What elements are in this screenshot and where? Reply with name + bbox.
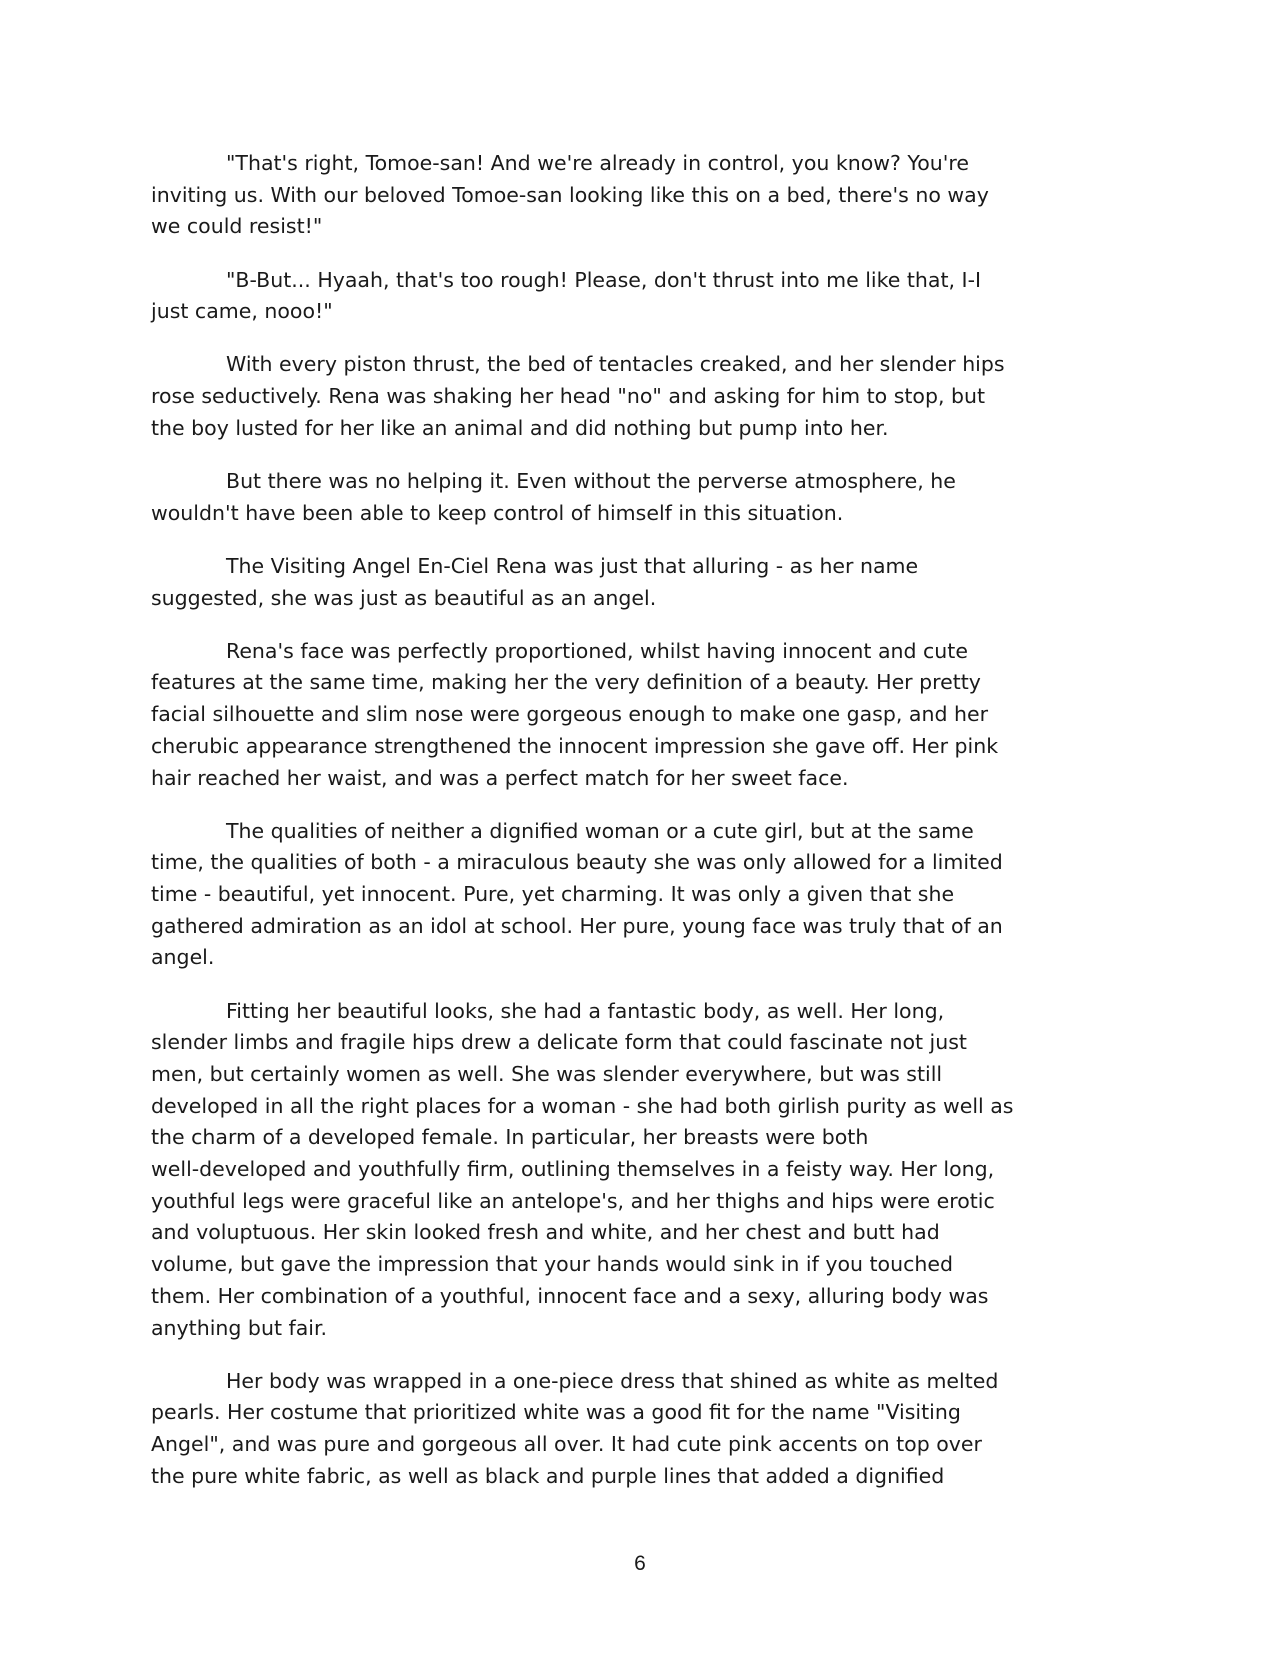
text-line: With every piston thrust, the bed of tentacles creaked, and her slender hips xyxy=(226,352,1005,377)
page-number: 6 xyxy=(634,1552,646,1575)
text-line: wouldn't have been able to keep control of himself in this situation. xyxy=(151,500,844,525)
text-line: Rena's face was perfectly proportioned, whilst having innocent and cute xyxy=(226,638,968,663)
text-line: volume, but gave the impression that your hands would sink in if you touched xyxy=(151,1252,953,1277)
text-line: suggested, she was just as beautiful as an angel. xyxy=(151,585,657,610)
text-line: "That's right, Tomoe-san! And we're already in control, you know? You're xyxy=(226,151,969,175)
paragraph xyxy=(151,466,1141,529)
text-line: Angel", and was pure and gorgeous all over. It had cute pink accents on top over xyxy=(151,1432,982,1457)
text-line: rose seductively. Rena was shaking her head "no" and asking for him to stop, but xyxy=(151,384,986,409)
text-line: anything but fair. xyxy=(151,1315,328,1340)
paragraph xyxy=(151,349,1141,444)
text-line: them. Her combination of a youthful, innocent face and a sexy, alluring body was xyxy=(151,1283,989,1308)
text-line: features at the same time, making her the very definition of a beauty. Her pretty xyxy=(151,670,981,695)
text-line: "B-But... Hyaah, that's too rough! Please, don't thrust into me like that, I-I xyxy=(226,267,982,292)
text-line: well-developed and youthfully firm, outlining themselves in a feisty way. Her long, xyxy=(151,1157,995,1182)
text-line: time - beautiful, yet innocent. Pure, yet charming. It was only a given that she xyxy=(151,882,955,907)
text-line: time, the qualities of both - a miraculous beauty she was only allowed for a limited xyxy=(151,850,1003,875)
paragraph xyxy=(151,636,1141,794)
text-line: facial silhouette and slim nose were gorgeous enough to make one gasp, and her xyxy=(151,702,989,727)
text-line: developed in all the right places for a woman - she had both girlish purity as well as xyxy=(151,1093,1014,1118)
paragraph xyxy=(151,1366,1141,1493)
document-body xyxy=(151,148,1141,1514)
text-line: we could resist!" xyxy=(151,214,323,239)
text-line: gathered admiration as an idol at school. Her pure, young face was truly that of an xyxy=(151,913,1003,938)
paragraph xyxy=(151,265,1141,328)
text-line: cherubic appearance strengthened the innocent impression she gave off. Her pink xyxy=(151,733,999,758)
text-line: and voluptuous. Her skin looked fresh and white, and her chest and butt had xyxy=(151,1220,940,1245)
text-line: pearls. Her costume that prioritized white was a good fit for the name "Visiting xyxy=(151,1400,961,1425)
text-line: men, but certainly women as well. She was slender everywhere, but was still xyxy=(151,1062,943,1086)
text-line: the pure white fabric, as well as black and purple lines that added a dignified xyxy=(151,1463,945,1488)
text-line: hair reached her waist, and was a perfect match for her sweet face. xyxy=(151,765,849,790)
text-line: Her body was wrapped in a one-piece dress that shined as white as melted xyxy=(226,1368,999,1393)
text-line: Fitting her beautiful looks, she had a fantastic body, as well. Her long, xyxy=(226,998,945,1023)
text-line: angel. xyxy=(151,945,215,970)
text-line: The Visiting Angel En-Ciel Rena was just that alluring - as her name xyxy=(226,553,919,578)
text-line: the charm of a developed female. In particular, her breasts were both xyxy=(151,1125,869,1150)
paragraph xyxy=(151,996,1141,1345)
text-line: slender limbs and fragile hips drew a delicate form that could fascinate not just xyxy=(151,1030,967,1055)
text-line: just came, nooo!" xyxy=(151,299,333,324)
paragraph xyxy=(151,816,1141,974)
paragraph xyxy=(151,551,1141,614)
text-line: The qualities of neither a dignified woman or a cute girl, but at the same xyxy=(226,818,974,843)
text-line: But there was no helping it. Even without the perverse atmosphere, he xyxy=(226,469,956,493)
text-line: inviting us. With our beloved Tomoe-san looking like this on a bed, there's no way xyxy=(151,182,989,207)
text-line: youthful legs were graceful like an antelope's, and her thighs and hips were erotic xyxy=(151,1188,995,1213)
text-line: the boy lusted for her like an animal and did nothing but pump into her. xyxy=(151,415,889,440)
paragraph xyxy=(151,148,1141,243)
